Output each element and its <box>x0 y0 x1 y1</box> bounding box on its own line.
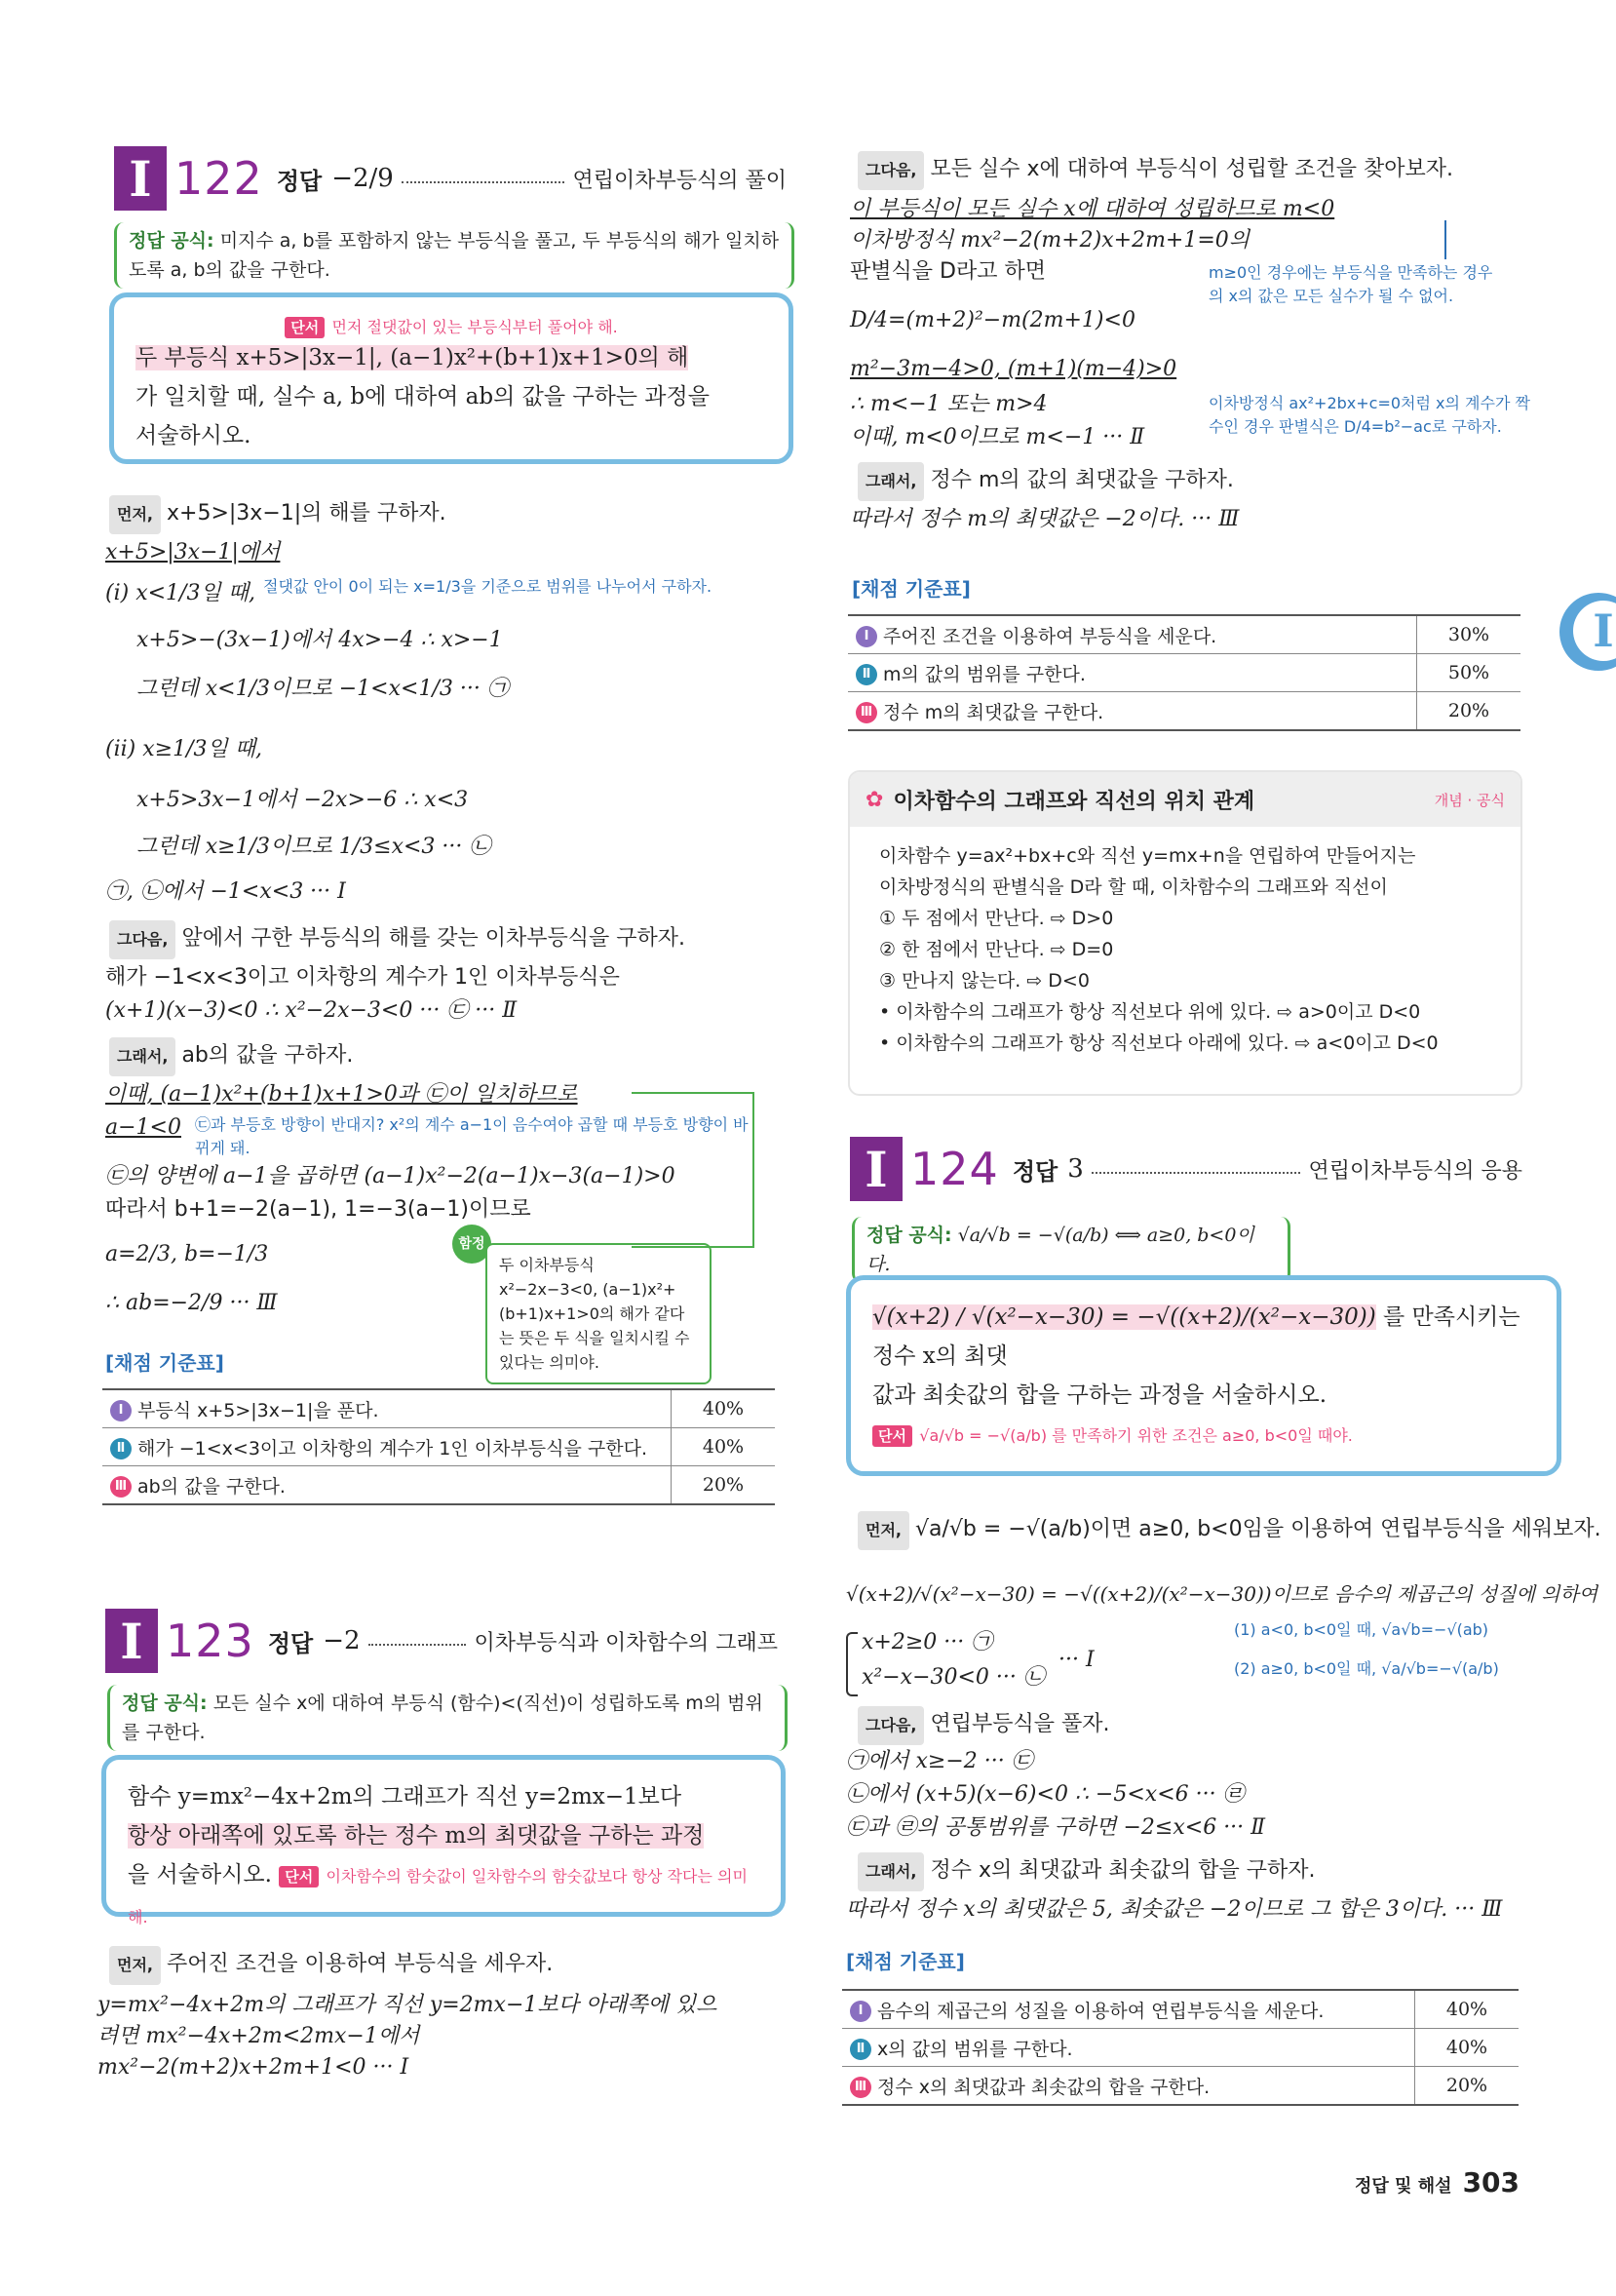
table-row: Ⅲ 정수 m의 최댓값을 구한다. 20% <box>848 692 1520 731</box>
solution-line: y=mx²−4x+2m의 그래프가 직선 y=2mx−1보다 아래쪽에 있으 <box>97 1993 717 2017</box>
solution-line: 이때, (a−1)x²+(b+1)x+1>0과 ㉢이 일치하므로 <box>105 1082 578 1107</box>
brace <box>846 1632 858 1696</box>
solution-line: x+5>−(3x−1)에서 4x>−4 ∴ x>−1 <box>136 628 503 652</box>
step-marker: 그래서, <box>109 1037 175 1076</box>
solution-line: 판별식을 D라고 하면 <box>850 259 1046 284</box>
footer <box>1355 2166 1520 2199</box>
chapter-tab-label: I <box>1573 601 1616 661</box>
formula-title: 정답 공식: <box>866 1225 952 1246</box>
hint-text: √a/√b = −√(a/b) 를 만족하기 위한 조건은 a≥0, b<0일 때야. <box>919 1426 1353 1445</box>
solution-step: 그다음, 연립부등식을 풀자. <box>858 1706 1109 1745</box>
step-one-icon: Ⅰ <box>856 626 877 647</box>
page-number: 303 <box>1462 2166 1520 2199</box>
question-line: 항상 아래쪽에 있도록 하는 정수 m의 최댓값을 구하는 과정 <box>128 1823 705 1848</box>
solution-line: a−1<0 <box>105 1115 181 1140</box>
solution-line: 따라서 b+1=−2(a−1), 1=−3(a−1)이므로 <box>105 1197 531 1222</box>
problem-number: 123 <box>166 1615 254 1667</box>
answer-label: 정답 <box>1012 1157 1058 1186</box>
solution-line: x+5>|3x−1|에서 <box>105 540 281 564</box>
solution-step: 그다음, 모든 실수 x에 대하여 부등식이 성립할 조건을 찾아보자. <box>858 151 1453 190</box>
solution-line: (ii) x≥1/3일 때, <box>105 737 262 761</box>
question-line: 두 부등식 x+5>|3x−1|, (a−1)x²+(b+1)x+1>0의 해 <box>135 345 689 370</box>
step-two-icon: Ⅱ <box>850 2039 871 2060</box>
concept-line: ① 두 점에서 만난다. ⇨ D>0 <box>879 908 1114 929</box>
question-box <box>846 1275 1561 1476</box>
chapter-tab <box>1559 593 1616 671</box>
solution-line: √(x+2)/√(x²−x−30) = −√((x+2)/(x²−x−30))이므로 음수의 제곱근의 성질에 의하여 <box>846 1582 1598 1606</box>
problem-122-header <box>114 146 787 211</box>
hint-text: 이차함수의 함숫값이 일차함수의 함숫값보다 항상 작다는 의미해. <box>128 1867 748 1926</box>
solution-line: 그런데 x≥1/3이므로 1/3≤x<3 ··· ㉡ <box>136 835 491 859</box>
hint-tag: 단서 <box>279 1866 319 1887</box>
solution-line: 이때, m<0이므로 m<−1 ··· Ⅱ <box>850 425 1145 449</box>
question-line: 서술하시오. <box>135 423 251 448</box>
table-row: Ⅲ 정수 x의 최댓값과 최솟값의 합을 구한다. 20% <box>842 2067 1519 2106</box>
answer-value: −2/9 <box>331 164 394 193</box>
solution-line: 따라서 정수 m의 최댓값은 −2이다. ··· Ⅲ <box>850 507 1240 531</box>
solution-line: ··· Ⅰ <box>1058 1648 1095 1672</box>
question-line: 값과 최솟값의 합을 구하는 과정을 서술하시오. <box>872 1382 1327 1408</box>
solution-line: ∴ ab=−2/9 ··· Ⅲ <box>105 1291 278 1315</box>
dot-leader <box>368 1644 467 1646</box>
concept-line: 이차방정식의 판별식을 D라 할 때, 이차함수의 그래프와 직선이 <box>879 876 1388 898</box>
concept-box <box>848 770 1522 1096</box>
problem-123-header <box>105 1609 778 1673</box>
solution-line: x+2≥0 ··· ㉠ <box>862 1630 993 1654</box>
step-marker: 그다음, <box>109 920 175 959</box>
grading-table <box>102 1388 775 1505</box>
trap-pin-icon: 함정 <box>452 1225 491 1264</box>
concept-line: • 이차함수의 그래프가 항상 직선보다 위에 있다. ⇨ a>0이고 D<0 <box>879 1001 1421 1023</box>
answer-value: −2 <box>323 1626 361 1655</box>
step-marker: 그다음, <box>858 151 924 190</box>
connector-line <box>632 1092 754 1248</box>
step-marker: 먼저, <box>109 1946 161 1985</box>
table-row: Ⅱ m의 값의 범위를 구한다. 50% <box>848 654 1520 692</box>
table-row: Ⅰ 주어진 조건을 이용하여 부등식을 세운다. 30% <box>848 615 1520 654</box>
concept-title: 이차함수의 그래프와 직선의 위치 관계 <box>893 789 1255 814</box>
question-line <box>872 1415 1535 1456</box>
answer-label: 정답 <box>267 1629 314 1657</box>
solution-line: x²−x−30<0 ··· ㉡ <box>862 1665 1045 1690</box>
step-two-icon: Ⅱ <box>110 1438 132 1459</box>
problem-124-header <box>850 1137 1522 1201</box>
concept-body <box>850 827 1520 1072</box>
side-note: m≥0인 경우에는 부등식을 만족하는 경우의 x의 값은 모든 실수가 될 수 없어. <box>1209 263 1493 305</box>
answer-value: 3 <box>1067 1154 1084 1184</box>
solution-line: ㉠, ㉡에서 −1<x<3 ··· Ⅰ <box>105 879 346 904</box>
concept-tag: 개념 · 공식 <box>1434 791 1505 809</box>
solution-line: D/4=(m+2)²−m(2m+1)<0 <box>850 308 1135 332</box>
side-note: (2) a≥0, b<0일 때, √a/√b=−√(a/b) <box>1234 1659 1499 1678</box>
question-line: √(x+2) / √(x²−x−30) = −√((x+2)/(x²−x−30)) 를 만족시키는 정수 x의 최댓 <box>872 1304 1520 1369</box>
solution-line: mx²−2(m+2)x+2m+1<0 ··· Ⅰ <box>97 2055 409 2080</box>
table-row: Ⅰ 부등식 x+5>|3x−1|을 푼다. 40% <box>102 1389 775 1428</box>
unit-badge: I <box>850 1137 903 1201</box>
solution-line: m²−3m−4>0, (m+1)(m−4)>0 <box>850 357 1177 381</box>
solution-line: ㉡에서 (x+5)(x−6)<0 ∴ −5<x<6 ··· ㉣ <box>846 1782 1245 1807</box>
solution-step: 먼저, √a/√b = −√(a/b)이면 a≥0, b<0임을 이용하여 연립부등식을 세워보자. <box>858 1511 1601 1550</box>
formula-box <box>852 1217 1290 1283</box>
formula-title: 정답 공식: <box>122 1693 208 1714</box>
solution-step: 그래서, 정수 x의 최댓값과 최솟값의 합을 구하자. <box>858 1852 1315 1891</box>
unit-badge: I <box>105 1609 158 1673</box>
solution-line: a=2/3, b=−1/3 <box>105 1242 269 1266</box>
grading-title: [채점 기준표] <box>105 1351 224 1375</box>
solution-line: ∴ m<−1 또는 m>4 <box>850 392 1048 416</box>
arrow-line <box>1444 220 1446 259</box>
problem-topic: 연립이차부등식의 응용 <box>1308 1158 1522 1184</box>
concept-header <box>850 772 1520 827</box>
grading-table <box>848 614 1520 731</box>
solution-step: 먼저, 주어진 조건을 이용하여 부등식을 세우자. <box>109 1946 553 1985</box>
solution-step: 그다음, 앞에서 구한 부등식의 해를 갖는 이차부등식을 구하자. <box>109 920 685 959</box>
step-one-icon: Ⅰ <box>110 1400 132 1421</box>
solution-line: (i) x<1/3일 때, <box>105 581 255 605</box>
step-three-icon: Ⅲ <box>856 702 877 723</box>
side-note: 절댓값 안이 0이 되는 x=1/3을 기준으로 범위를 나누어서 구하자. <box>263 577 712 596</box>
hint-text: 먼저 절댓값이 있는 부등식부터 풀어야 해. <box>331 318 618 336</box>
dot-leader <box>402 181 565 183</box>
step-two-icon: Ⅱ <box>856 664 877 685</box>
footer-label: 정답 및 해설 <box>1355 2176 1452 2197</box>
solution-line: ㉢과 ㉣의 공통범위를 구하면 −2≤x<6 ··· Ⅱ <box>846 1815 1266 1840</box>
solution-line: x+5>3x−1에서 −2x>−6 ∴ x<3 <box>136 788 469 812</box>
step-marker: 먼저, <box>109 495 161 534</box>
step-marker: 그다음, <box>858 1706 924 1745</box>
flower-icon: ✿ <box>866 787 884 812</box>
concept-line: ③ 만나지 않는다. ⇨ D<0 <box>879 970 1090 992</box>
step-marker: 그래서, <box>858 1852 924 1891</box>
table-row: Ⅲ ab의 값을 구한다. 20% <box>102 1466 775 1505</box>
concept-line: ② 한 점에서 만난다. ⇨ D=0 <box>879 939 1114 960</box>
trap-note: 두 이차부등식 x²−2x−3<0, (a−1)x²+(b+1)x+1>0의 해가 같다는 뜻은 두 식을 일치시킬 수 있다는 의미야. <box>485 1243 712 1384</box>
hint-tag: 단서 <box>872 1425 912 1447</box>
solution-line: (x+1)(x−3)<0 ∴ x²−2x−3<0 ··· ㉢ ··· Ⅱ <box>105 998 518 1023</box>
dot-leader <box>1092 1172 1301 1174</box>
problem-number: 122 <box>174 152 263 205</box>
question-line: 가 일치할 때, 실수 a, b에 대하여 ab의 값을 구하는 과정을 <box>135 384 710 409</box>
solution-line: ㉠에서 x≥−2 ··· ㉢ <box>846 1749 1033 1773</box>
table-row: Ⅱ x의 값의 범위를 구한다. 40% <box>842 2029 1519 2067</box>
concept-line: 이차함수 y=ax²+bx+c와 직선 y=mx+n을 연립하여 만들어지는 <box>879 845 1416 867</box>
solution-line: ㉢의 양변에 a−1을 곱하면 (a−1)x²−2(a−1)x−3(a−1)>0 <box>105 1164 675 1188</box>
unit-badge: I <box>114 146 167 211</box>
table-row: Ⅱ 해가 −1<x<3이고 이차항의 계수가 1인 이차부등식을 구한다. 40% <box>102 1428 775 1466</box>
solution-line: 해가 −1<x<3이고 이차항의 계수가 1인 이차부등식은 <box>105 965 620 990</box>
problem-topic: 연립이차부등식의 풀이 <box>572 168 787 193</box>
formula-title: 정답 공식: <box>129 230 214 252</box>
step-marker: 그래서, <box>858 462 924 501</box>
hint-tag: 단서 <box>285 317 325 338</box>
solution-line: 그런데 x<1/3이므로 −1<x<1/3 ··· ㉠ <box>136 677 509 701</box>
step-marker: 먼저, <box>858 1511 909 1550</box>
solution-step: 먼저, x+5>|3x−1|의 해를 구하자. <box>109 495 446 534</box>
concept-line: • 이차함수의 그래프가 항상 직선보다 아래에 있다. ⇨ a<0이고 D<0 <box>879 1032 1439 1054</box>
grading-title: [채점 기준표] <box>852 577 971 601</box>
formula-text: 미지수 a, b를 포함하지 않는 부등식을 풀고, 두 부등식의 해가 일치하도록 a, b의 값을 구한다. <box>129 230 780 281</box>
side-note: 이차방정식 ax²+2bx+c=0처럼 x의 계수가 짝수인 경우 판별식은 D/4=b²−ac로 구하자. <box>1209 394 1530 436</box>
problem-number: 124 <box>910 1143 999 1195</box>
solution-line: 려면 mx²−4x+2m<2mx−1에서 <box>97 2024 420 2048</box>
question-line: 함수 y=mx²−4x+2m의 그래프가 직선 y=2mx−1보다 <box>128 1784 682 1810</box>
question-box <box>101 1755 786 1926</box>
step-three-icon: Ⅲ <box>110 1476 132 1498</box>
solution-line: 이 부등식이 모든 실수 x에 대하여 성립하므로 m<0 <box>850 197 1335 221</box>
formula-text: 모든 실수 x에 대하여 부등식 (함수)<(직선)이 성립하도록 m의 범위를 구한다. <box>122 1693 763 1743</box>
solution-step: 그래서, 정수 m의 값의 최댓값을 구하자. <box>858 462 1234 501</box>
formula-box <box>107 1685 788 1751</box>
solution-step: 그래서, ab의 값을 구하자. <box>109 1037 353 1076</box>
solution-line: 이차방정식 mx²−2(m+2)x+2m+1=0의 <box>850 228 1250 253</box>
question-line: 을 서술하시오. 단서 이차함수의 함숫값이 일차함수의 함숫값보다 항상 작다는 의미해. <box>128 1862 748 1926</box>
table-row: Ⅰ 음수의 제곱근의 성질을 이용하여 연립부등식을 세운다. 40% <box>842 1990 1519 2029</box>
answer-label: 정답 <box>276 167 323 195</box>
solution-line: 따라서 정수 x의 최댓값은 5, 최솟값은 −2이므로 그 합은 3이다. ··· Ⅲ <box>846 1897 1503 1922</box>
side-note: (1) a<0, b<0일 때, √a√b=−√(ab) <box>1234 1620 1489 1639</box>
grading-table <box>842 1989 1519 2106</box>
formula-box <box>114 222 794 289</box>
step-three-icon: Ⅲ <box>850 2077 871 2098</box>
formula-text: √a/√b = −√(a/b) ⟺ a≥0, b<0이다. <box>866 1225 1254 1275</box>
step-one-icon: Ⅰ <box>850 2001 871 2022</box>
question-box <box>109 292 793 464</box>
problem-topic: 이차부등식과 이차함수의 그래프 <box>474 1630 778 1655</box>
side-note: ㉢과 부등호 방향이 반대지? x²의 계수 a−1이 음수여야 곱할 때 부등호 방향이 바뀌게 돼. <box>195 1115 749 1157</box>
grading-title: [채점 기준표] <box>846 1950 965 1973</box>
